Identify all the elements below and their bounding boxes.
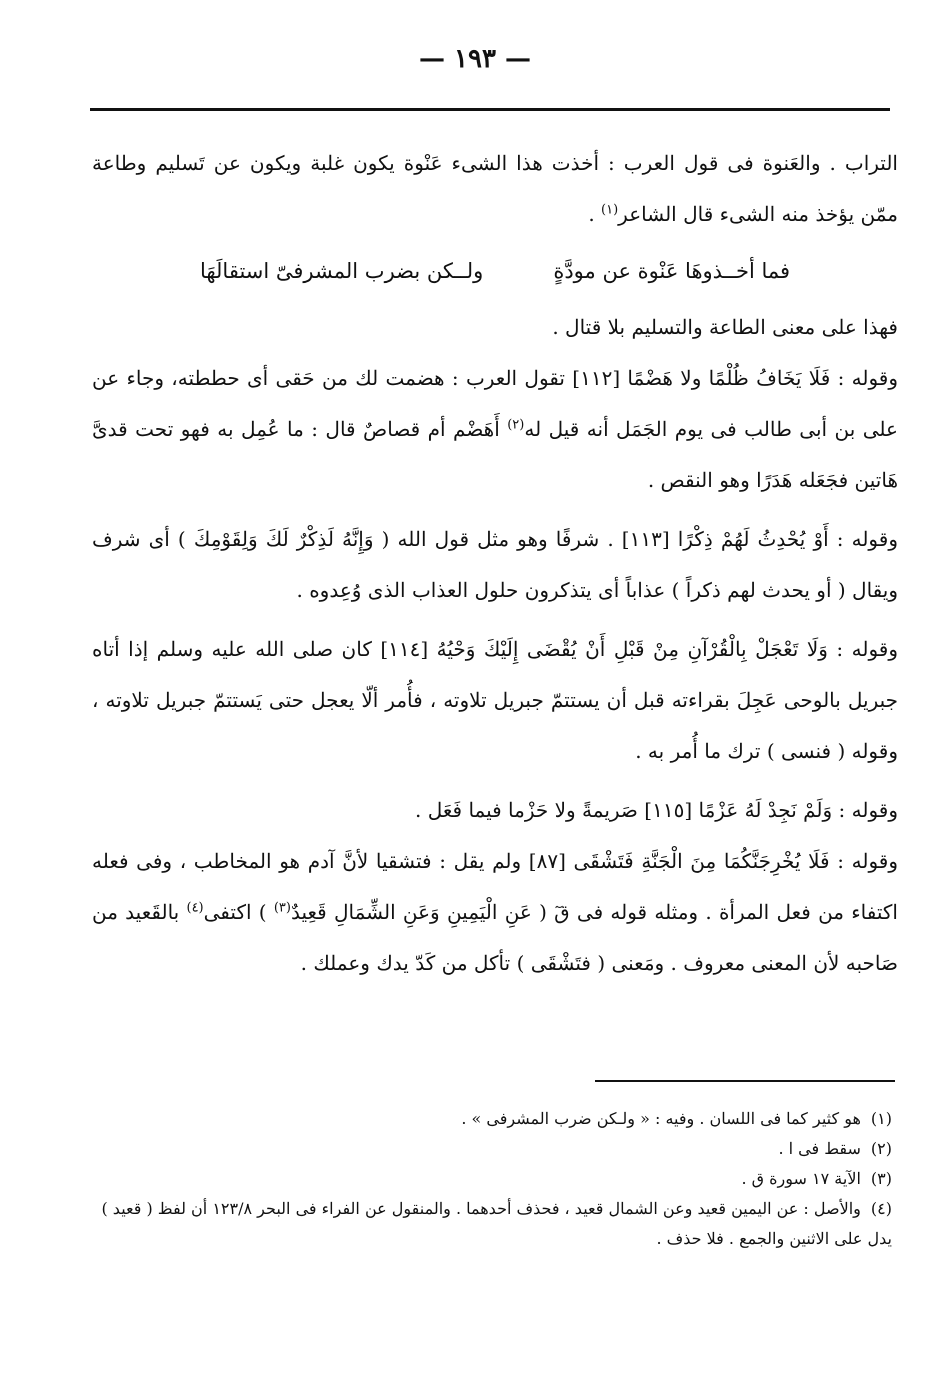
footnote-rule bbox=[595, 1080, 895, 1082]
verse-first-hemistich: فما أخــذوهَا عَنْوة عن مودَّةٍ bbox=[553, 259, 791, 283]
paragraph-text: وقوله : فَلَا يُخْرِجَنَّكُمَا مِنَ الْجَنَّةِ فَتَشْقَى [٨٧] ولم يقل : فتشقيا لأنَّ آدم هو المخاطب ، وفى فعله اكتفاء من فعل المرأة . ومثله قوله فى قٓ ( عَنِ الْيَمِينِ وَعَنِ الشِّمَالِ قَعِيدٌ bbox=[92, 849, 898, 924]
footnote-text: سقط فى ا . bbox=[778, 1139, 861, 1158]
paragraph-text-end: بالقَعيد من صَاحبه لأن المعنى معروف . ومَعنى ( فتَشْقَى ) تأكل من كَدّ يدك وعملك . bbox=[92, 900, 898, 975]
paragraph-text-end: أَهَضْم أم قصاصٌ قال : ما عُمِل به فهو تحت قدىَّ هَاتين فجَعَله هَدَرًا وهو النقص . bbox=[92, 417, 898, 492]
footnote-number: (٤) bbox=[870, 1199, 892, 1218]
poem-verse bbox=[92, 246, 898, 296]
footnote-number: (٢) bbox=[870, 1139, 892, 1158]
footnotes bbox=[92, 1104, 892, 1254]
paragraph bbox=[92, 836, 898, 989]
paragraph: وقوله : وَلَا تَعْجَلْ بِالْقُرْآنِ مِنْ قَبْلِ أَنْ يُقْضَى إِلَيْكَ وَحْيُهُ [١١٤] كان صلى الله عليه وسلم إذا أتاه جبريل بالوحى عَجِلَ بقراءته قبل أن يستتمّ جبريل تلاوته ، فأُمر ألّا يعجل حتى يَستتمّ جبريل تلاوته ، وقوله ( فنسى ) ترك ما أُمر به . bbox=[92, 637, 898, 763]
paragraph-text-end: . bbox=[588, 202, 602, 226]
verse-second-hemistich: ولــكن بضرب المشرفىّ استقالَهَا bbox=[199, 259, 484, 283]
footnote bbox=[92, 1104, 892, 1134]
header-rule bbox=[90, 108, 890, 111]
paragraph: وقوله : وَلَمْ نَجِدْ لَهُ عَزْمًا [١١٥] صَريمةً ولا حَزْما فيما فَعَل . bbox=[415, 798, 898, 822]
footnote bbox=[92, 1164, 892, 1194]
paragraph bbox=[92, 353, 898, 506]
page-number: — ١٩٣ — bbox=[418, 44, 532, 74]
footnote-mark: (٢) bbox=[507, 417, 525, 433]
paragraph-text: التراب . والعَنوة فى قول العرب : أخذت هذا الشىء عَنْوة يكون غلبة ويكون عن تَسليم وطاعة ممّن يؤخذ منه الشىء قال الشاعر bbox=[92, 151, 898, 226]
footnote-text: الآية ١٧ سورة ق . bbox=[741, 1169, 861, 1188]
footnote bbox=[92, 1134, 892, 1164]
paragraph bbox=[92, 138, 898, 240]
paragraph: فهذا على معنى الطاعة والتسليم بلا قتال . bbox=[552, 315, 898, 339]
paragraph-text-mid: ) اكتفى bbox=[203, 900, 274, 924]
footnote-mark: (١) bbox=[601, 202, 619, 218]
footnote-text: والأصل : عن اليمين قعيد وعن الشمال قعيد ، فحذف أحدهما . والمنقول عن الفراء فى البحر ١٢٣/٨ أن لفظ ( قعيد ) يدل على الاثنين والجمع . فلا حذف . bbox=[101, 1199, 892, 1248]
paragraph: وقوله : أَوْ يُحْدِثُ لَهُمْ ذِكْرًا [١١٣] . شرفًا وهو مثل قول الله ( وَإِنَّهُ لَذِكْرٌ لَكَ وَلِقَوْمِكَ ) أى شرف ويقال ( أو يحدث لهم ذكراً ) عذاباً أى يتذكرون حلول العذاب الذى وُعِدوه . bbox=[92, 527, 898, 602]
footnote-number: (١) bbox=[870, 1109, 892, 1128]
footnote-mark: (٣) bbox=[273, 900, 291, 916]
footnote bbox=[92, 1194, 892, 1254]
footnote-text: هو كثير كما فى اللسان . وفيه : « ولـكن ضرب المشرفى » . bbox=[461, 1109, 861, 1128]
footnote-mark: (٤) bbox=[186, 900, 204, 916]
main-text bbox=[92, 138, 898, 989]
paragraph-text: وقوله : فَلَا يَخَافُ ظُلْمًا ولا هَضْمًا [١١٢] تقول العرب : هضمت لك من حَقى أى حططته، وجاء عن على بن أبى طالب فى يوم الجَمَل أنه قيل له bbox=[92, 366, 898, 441]
footnote-number: (٣) bbox=[870, 1169, 892, 1188]
